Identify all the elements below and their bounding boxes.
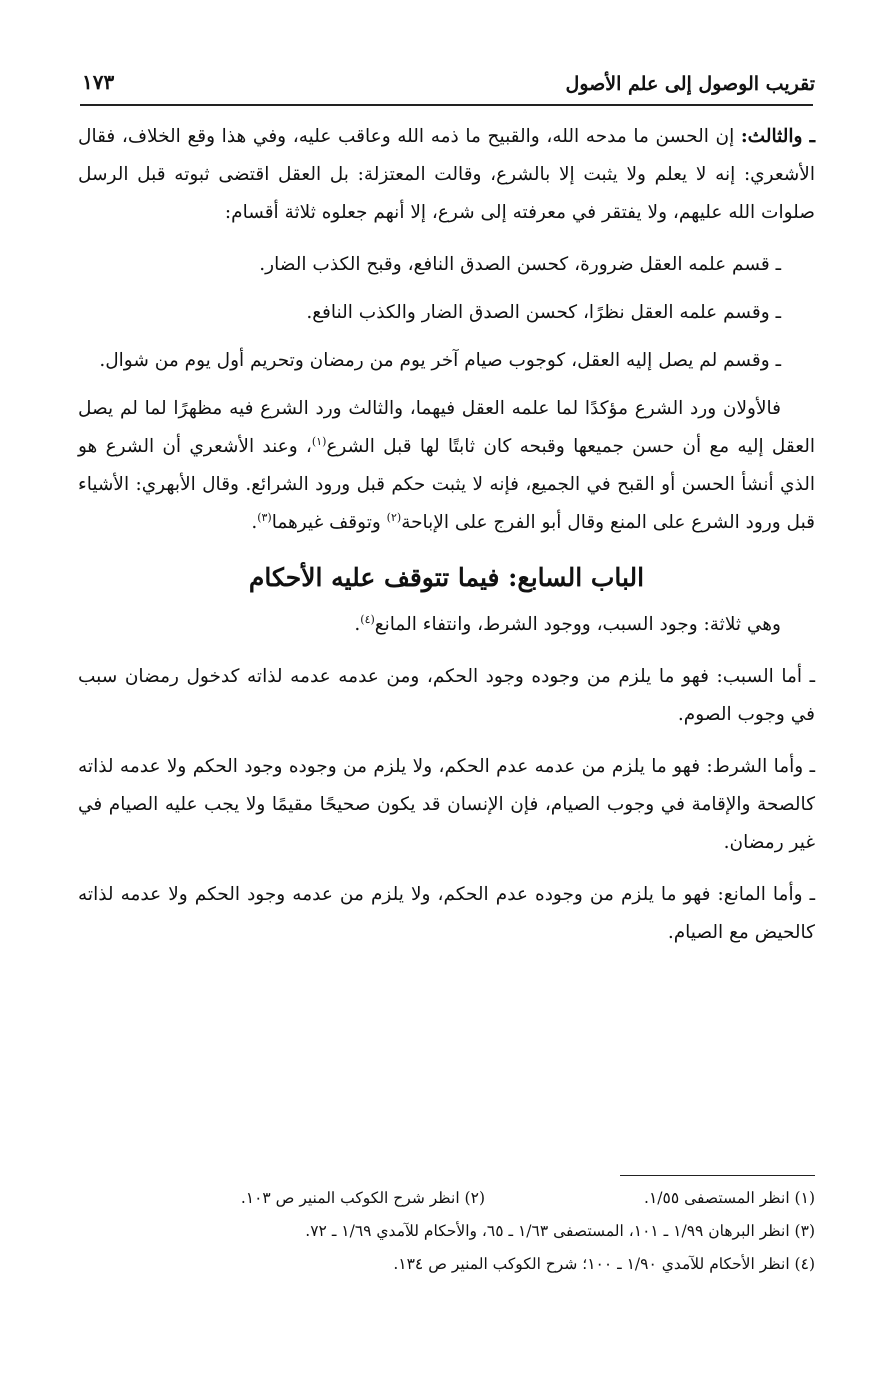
list-item: ـ وقسم علمه العقل نظرًا، كحسن الصدق الضار والكذب النافع. bbox=[306, 302, 781, 323]
footnote-4: (٤) انظر الأحكام للآمدي ١/٩٠ ـ ١٠٠؛ شرح الكوكب المنير ص ١٣٤. bbox=[393, 1255, 815, 1273]
paragraph-text: وهي ثلاثة: وجود السبب، ووجود الشرط، وانتفاء المانع bbox=[374, 614, 781, 635]
footnote-1: (١) انظر المستصفى ١/٥٥. bbox=[644, 1189, 815, 1207]
paragraph-impediment: ـ وأما المانع: فهو ما يلزم من وجوده عدم الحكم، ولا يلزم من عدمه وجود الحكم ولا عدمه لذاته كالحيض مع الصيام. bbox=[78, 884, 815, 943]
paragraph-condition: ـ وأما الشرط: فهو ما يلزم من عدمه عدم الحكم، ولا يلزم من وجوده وجود الحكم ولا عدمه لذاته كالصحة والإقامة في وجوب الصيام، فإن الإنسان قد يكون صحيحًا مقيمًا ولا يجب عليه الصيام في غير رمضان. bbox=[78, 756, 815, 853]
list-item: ـ وقسم لم يصل إليه العقل، كوجوب صيام آخر يوم من رمضان وتحريم أول يوم من شوال. bbox=[99, 350, 781, 371]
paragraph-text: إن الحسن ما مدحه الله، والقبيح ما ذمه الله وعاقب عليه، وفي هذا وقع الخلاف، فقال الأشعري: إنه لا يعلم ولا يثبت إلا بالشرع، وقالت المعتزلة: بل العقل اقتضى ثبوته قبل الرسل صلوات الله عليهم، ولا يفتقر في معرفته إلى شرع، إلا أنهم جعلوه ثلاثة أقسام: bbox=[78, 126, 815, 223]
paragraph-cause: ـ أما السبب: فهو ما يلزم من وجوده وجود الحكم، ومن عدمه عدمه لذاته كدخول رمضان سبب في وجوب الصوم. bbox=[78, 666, 815, 725]
footnote-ref: (٤) bbox=[360, 612, 375, 626]
footnote-divider bbox=[620, 1175, 815, 1176]
footnotes bbox=[100, 1182, 815, 1281]
footnote-ref: (١) bbox=[311, 434, 327, 448]
paragraph-third-view bbox=[78, 118, 815, 232]
footnote-3: (٣) انظر البرهان ١/٩٩ ـ ١٠١، المستصفى ١/٦٣ ـ ٦٥، والأحكام للآمدي ١/٦٩ ـ ٧٢. bbox=[305, 1222, 815, 1240]
paragraph-text: . bbox=[251, 512, 258, 533]
paragraph-intro bbox=[78, 606, 815, 644]
running-header-title: تقريب الوصول إلى علم الأصول bbox=[565, 73, 815, 95]
footnote-2: (٢) انظر شرح الكوكب المنير ص ١٠٣. bbox=[240, 1189, 485, 1207]
paragraph-summary bbox=[78, 390, 815, 542]
header-divider bbox=[80, 104, 813, 106]
chapter-heading: الباب السابع: فيما تتوقف عليه الأحكام bbox=[248, 563, 645, 592]
page-number: ١٧٣ bbox=[82, 70, 115, 94]
paragraph-text: وتوقف غيرهما bbox=[271, 512, 387, 533]
list-item: ـ قسم علمه العقل ضرورة، كحسن الصدق النافع، وقبح الكذب الضار. bbox=[259, 254, 781, 275]
paragraph-lead: ـ والثالث: bbox=[740, 126, 816, 147]
footnote-ref: (٢) bbox=[386, 510, 402, 524]
footnote-row bbox=[100, 1182, 815, 1215]
footnote-ref: (٣) bbox=[257, 510, 272, 524]
paragraph-text: فالأولان ورد الشرع مؤكدًا لما علمه العقل فيهما، والثالث ورد الشرع فيه مظهرًا لما لم يصل العقل إليه مع أن حسن جميعها وقبحه كان ثابتًا لها قبل الشرع bbox=[78, 398, 815, 457]
paragraph-text: . bbox=[354, 614, 361, 635]
paragraph-text: ، وعند الأشعري أن الشرع هو الذي أنشأ الحسن أو القبح في الجميع، فإنه لا يثبت حكم قبل ورود الشرائع. وقال الأبهري: الأشياء قبل ورود الشرع على المنع وقال أبو الفرج على الإباحة bbox=[78, 436, 815, 533]
page-body bbox=[78, 118, 815, 966]
